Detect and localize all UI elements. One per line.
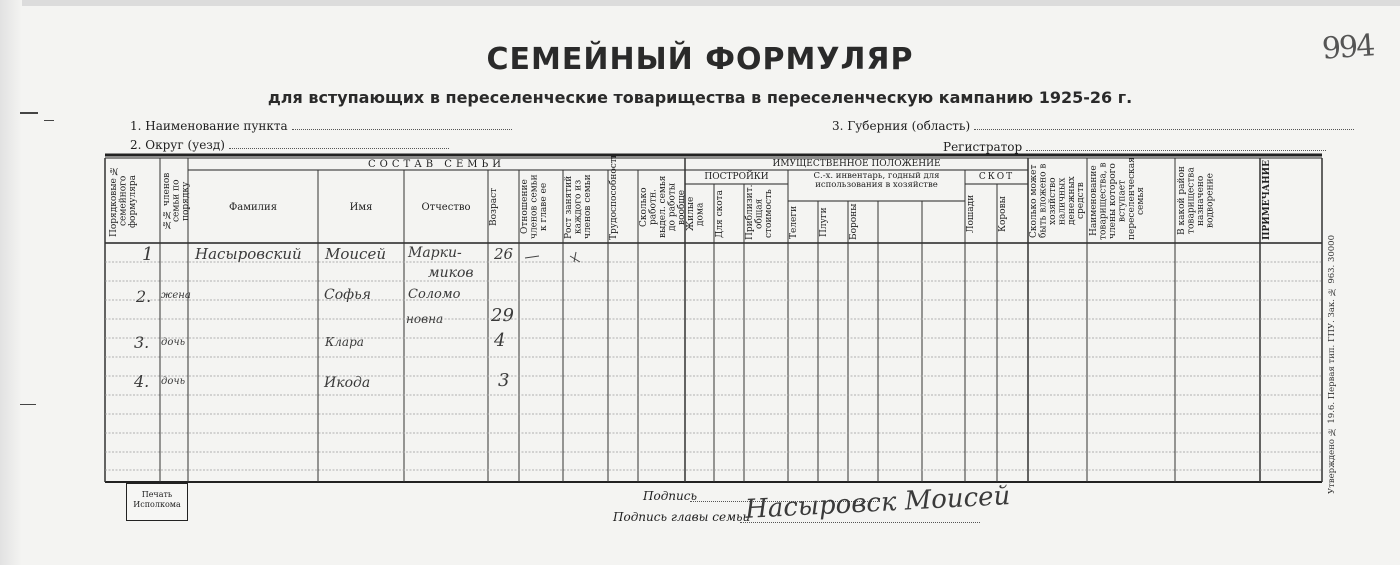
printer-note: Утверждено № 19.6. Первая тип. ГПУ. Зак. № 963. 30000 [1327, 235, 1337, 494]
row-2-number: 2. [136, 287, 152, 306]
col-region: В какой район товарищества назначено водворение [1177, 166, 1216, 236]
row-2-age: 29 [491, 305, 514, 326]
page-title: СЕМЕЙНЫЙ ФОРМУЛЯР [486, 42, 914, 77]
col-ability: Трудоспособность [609, 153, 619, 240]
row-2-patronymic: Соломо [408, 287, 461, 302]
group-buildings: ПОСТРОЙКИ [704, 172, 769, 182]
row-1-age: 26 [494, 245, 514, 263]
group-property: ИМУЩЕСТВЕННОЕ ПОЛОЖЕНИЕ [772, 159, 941, 169]
row-3-relation: дочь [161, 337, 186, 348]
stamp-box[interactable] [126, 483, 188, 521]
col-member-number: №№ членов семьи по порядку [162, 172, 191, 230]
row-2-patronymic-cont: новна [406, 312, 444, 326]
archive-number: 994 [1320, 28, 1375, 67]
row-3-age: 4 [494, 330, 506, 351]
head-signature-label: Подпись главы семьи [613, 510, 751, 524]
row-3-number: 3. [134, 333, 150, 352]
col-form-number: Порядковые № семейного формуляра [109, 165, 138, 237]
col-notes: ПРИМЕЧАНИЕ [1262, 159, 1272, 240]
row-2-name: Софья [324, 287, 371, 303]
col-cattle-sheds: Для скота [715, 190, 725, 239]
field-registrar-label: Регистратор [943, 140, 1023, 154]
col-surname: Фамилия [228, 202, 278, 213]
col-horses: Лошади [966, 194, 976, 234]
col-ploughs: Плуги [819, 207, 829, 237]
field-province-label: 3. Губерния (область) [832, 119, 971, 133]
page-subtitle: для вступающих в переселенческие товарищества в переселенческую кампанию 1925-26 г. [267, 88, 1133, 107]
col-name: Имя [349, 202, 373, 213]
signature-label: Подпись [643, 489, 698, 503]
stamp-label: Печать Исполкома [133, 490, 181, 509]
col-partnership: Наименование товарищества, в члены которого вступает переселенческая семья [1089, 157, 1147, 240]
group-livestock: СКОТ [978, 172, 1015, 182]
col-cash: Сколько может быть вложено в хозяйство наличных денежных средств [1029, 163, 1087, 239]
row-2-relation: жена [161, 290, 191, 301]
col-harrows: Бороны [849, 203, 859, 240]
row-4-number: 4. [134, 372, 150, 391]
row-4-relation: дочь [161, 376, 186, 387]
col-houses: Жилые дома [686, 196, 706, 232]
group-inventory: С.-х. инвентарь, годный для использования в хозяйстве [813, 171, 940, 191]
col-workers: Сколько работн. выдел. семья до работы вообще [639, 175, 687, 239]
field-district-label: 2. Округ (уезд) [130, 138, 225, 152]
row-3-name: Клара [325, 335, 364, 349]
row-4-age: 3 [498, 370, 510, 391]
field-settlement-label: 1. Наименование пункта [130, 119, 288, 133]
col-age: Возраст [489, 187, 499, 227]
col-approx-cost: Приблизит. общая стоимость [745, 184, 774, 240]
head-signature: Насыровск Моисей [744, 481, 1012, 525]
col-relation: Отношение членов семьи к главе ее [520, 174, 549, 240]
group-family-composition: СОСТАВ СЕМЬИ [368, 159, 505, 170]
row-4-name: Икода [324, 375, 371, 391]
col-carts: Телеги [789, 205, 799, 239]
row-1-patronymic: Марки- [408, 245, 462, 261]
row-1-name: Моисей [325, 245, 386, 263]
row-1-patronymic-cont: миков [428, 265, 474, 281]
col-patronymic: Отчество [421, 202, 471, 213]
row-1-number: 1 [142, 244, 154, 265]
row-1-surname: Насыровский [195, 245, 302, 263]
col-occupation: Рост занятий каждого из членов семьи [564, 174, 593, 240]
col-cows: Коровы [998, 196, 1008, 232]
